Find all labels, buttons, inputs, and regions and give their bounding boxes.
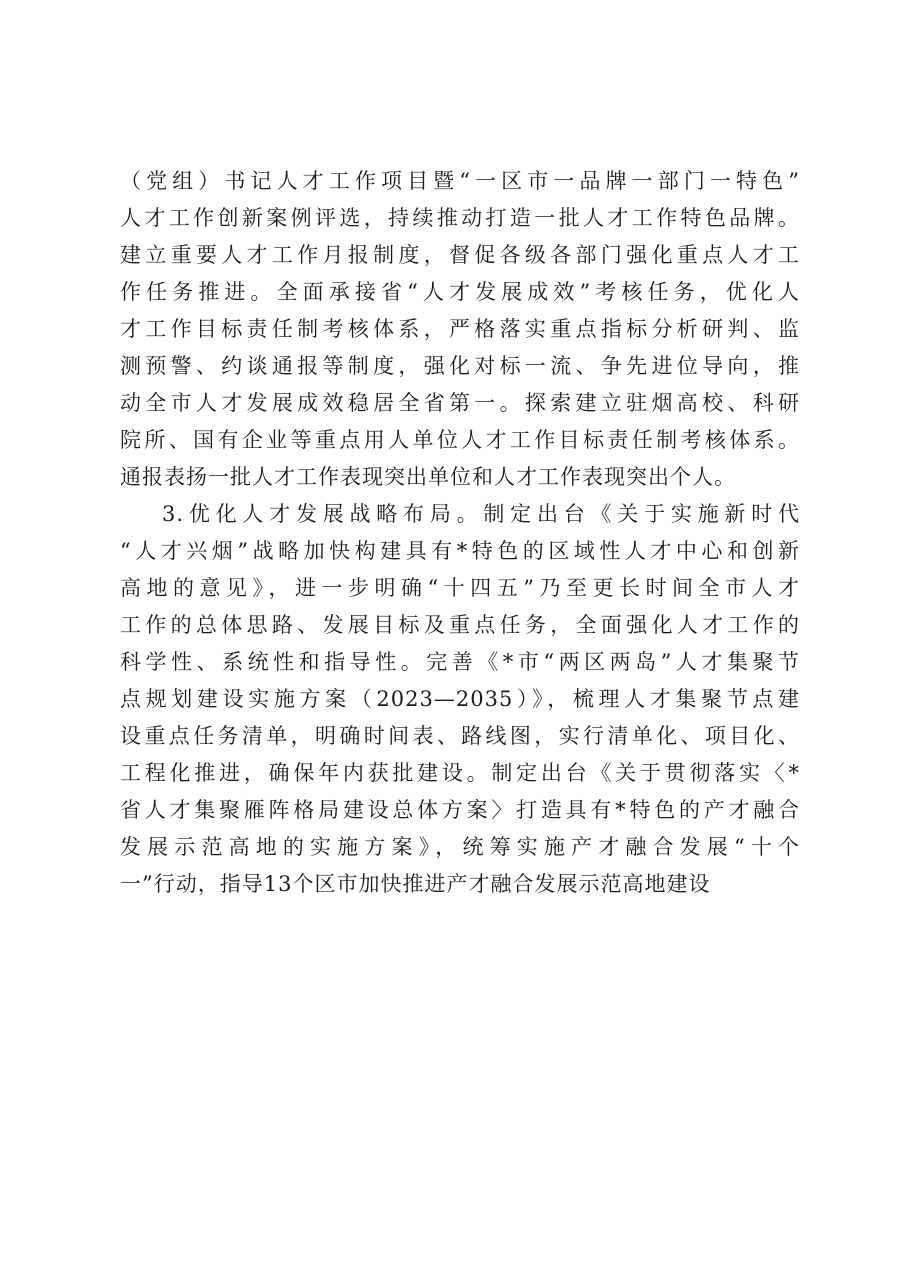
text-line: 省人才集聚雁阵格局建设总体方案〉打造具有*特色的产才融合 <box>120 798 800 822</box>
text-line: 测预警、约谈通报等制度，强化对标一流、争先进位导向，推 <box>120 354 800 378</box>
text-line: 设重点任务清单，明确时间表、路线图，实行清单化、项目化、 <box>120 724 800 748</box>
text-line: 人才工作创新案例评选，持续推动打造一批人才工作特色品牌。 <box>120 206 800 230</box>
text-line: 建立重要人才工作月报制度，督促各级各部门强化重点人才工 <box>120 243 800 267</box>
section-heading-line: 3.优化人才发展战略布局。制定出台《关于实施新时代 <box>162 502 800 526</box>
text-line: 才工作目标责任制考核体系，严格落实重点指标分析研判、监 <box>120 317 800 341</box>
document-body <box>120 163 800 903</box>
text-line: 工程化推进，确保年内获批建设。制定出台《关于贯彻落实〈* <box>120 761 800 785</box>
text-line: 工作的总体思路、发展目标及重点任务，全面强化人才工作的 <box>120 613 800 637</box>
text-line: 点规划建设实施方案（2023—2035）》，梳理人才集聚节点建 <box>120 687 800 711</box>
text-line: 作任务推进。全面承接省“人才发展成效”考核任务，优化人 <box>120 280 800 304</box>
text-line: “人才兴烟”战略加快构建具有*特色的区域性人才中心和创新 <box>120 539 800 563</box>
text-line: 一”行动，指导13个区市加快推进产才融合发展示范高地建设 <box>120 872 711 896</box>
text-line: 通报表扬一批人才工作表现突出单位和人才工作表现突出个人。 <box>120 465 736 489</box>
text-line: （党组）书记人才工作项目暨“一区市一品牌一部门一特色” <box>120 169 800 193</box>
text-line: 科学性、系统性和指导性。完善《*市“两区两岛”人才集聚节 <box>120 650 800 674</box>
text-line: 动全市人才发展成效稳居全省第一。探索建立驻烟高校、科研 <box>120 391 800 415</box>
text-line: 发展示范高地的实施方案》，统筹实施产才融合发展“十个 <box>120 835 800 859</box>
text-line: 高地的意见》，进一步明确“十四五”乃至更长时间全市人才 <box>120 576 800 600</box>
text-line: 院所、国有企业等重点用人单位人才工作目标责任制考核体系。 <box>120 428 800 452</box>
